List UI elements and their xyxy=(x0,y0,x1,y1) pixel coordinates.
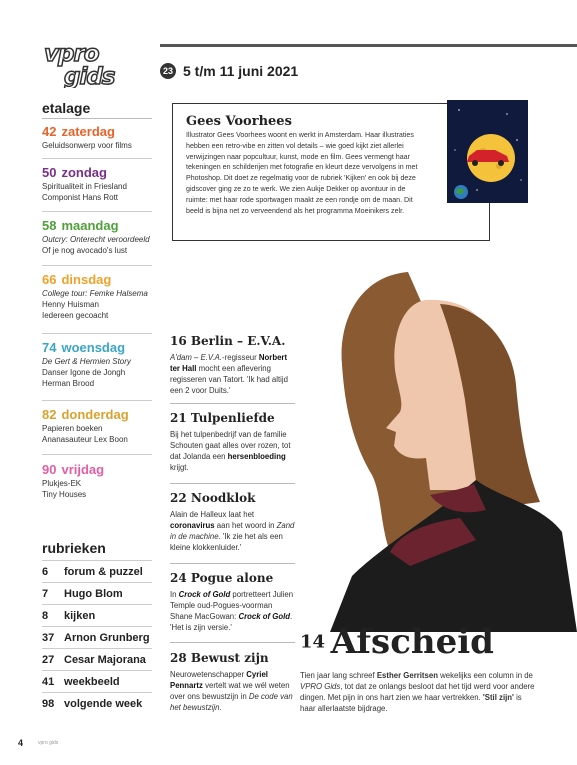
day-line: Of je nog avocado's lust xyxy=(42,246,128,255)
vpro-gids-logo xyxy=(42,40,140,88)
rubrieken-title: rubrieken xyxy=(42,540,106,556)
article-page: 16 xyxy=(170,334,187,348)
day-name: vrijdag xyxy=(61,462,105,477)
rubriek-arnon-grunberg[interactable] xyxy=(42,626,152,649)
day-name: zondag xyxy=(61,165,107,180)
article-text: Alain de Halleux laat het coronavirus aan het woord in Zand in de machine. 'Ik zie het als een kleine klokkenluider.' xyxy=(170,510,295,552)
day-line: Tiny Houses xyxy=(42,490,87,499)
issue-dates: 5 t/m 11 juni 2021 xyxy=(183,63,299,79)
day-heading xyxy=(42,165,162,181)
day-woensdag[interactable] xyxy=(42,340,162,389)
article-separator xyxy=(170,403,295,404)
afscheid-title: Afscheid xyxy=(330,622,494,662)
article-text: A'dam – E.V.A.-regisseur Norbert ter Hall mocht een aflevering regisseren van Tatort. 'Ik had altijd een 2 voor Duits.' xyxy=(170,353,288,395)
rubriek-page: 27 xyxy=(42,654,55,666)
day-heading xyxy=(42,462,162,478)
rubriek-page: 41 xyxy=(42,676,55,688)
article-pogue-alone[interactable] xyxy=(170,570,295,633)
day-page: 50 xyxy=(42,165,57,180)
day-zondag[interactable] xyxy=(42,165,162,203)
day-name: donderdag xyxy=(61,407,129,422)
day-line: Iedereen gecoacht xyxy=(42,311,109,320)
article-text: In Crock of Gold portretteert Julien Temple oud-Pogues-voorman Shane MacGowan: Crock of Gold. 'Het is zijn versie.' xyxy=(170,590,294,632)
day-donderdag[interactable] xyxy=(42,407,162,445)
rubriek-label: kijken xyxy=(64,610,96,622)
day-heading xyxy=(42,407,162,423)
day-separator xyxy=(42,400,152,401)
day-page: 66 xyxy=(42,272,57,287)
day-maandag[interactable] xyxy=(42,218,162,256)
afscheid-heading[interactable] xyxy=(300,622,494,662)
article-separator xyxy=(170,563,295,564)
article-heading xyxy=(170,490,295,506)
article-title: Pogue alone xyxy=(190,571,274,585)
article-page: 21 xyxy=(170,411,187,425)
day-name: maandag xyxy=(61,218,119,233)
day-separator xyxy=(42,265,152,266)
day-separator xyxy=(42,211,152,212)
day-line-italic: College tour: Femke Halsema xyxy=(42,289,148,298)
day-name: zaterdag xyxy=(61,124,115,139)
page-number: 4 xyxy=(18,738,24,748)
article-page: 24 xyxy=(170,571,187,585)
issue-number-badge: 23 xyxy=(160,63,176,79)
day-heading xyxy=(42,340,162,356)
article-bewust-zijn[interactable] xyxy=(170,650,295,713)
day-heading xyxy=(42,124,162,140)
article-title: Noodklok xyxy=(190,491,256,505)
day-name: dinsdag xyxy=(61,272,112,287)
rubriek-label: volgende week xyxy=(64,698,143,710)
day-separator xyxy=(42,333,152,334)
magazine-cover-image[interactable] xyxy=(447,100,528,203)
day-line xyxy=(42,234,162,245)
day-zaterdag[interactable] xyxy=(42,124,162,151)
day-line: Spiritualiteit in Friesland xyxy=(42,182,127,191)
rubriek-page: 8 xyxy=(42,610,49,622)
etalage-title: etalage xyxy=(42,100,91,116)
day-line: Geluidsonwerp voor films xyxy=(42,141,132,150)
rubriek-hugo-blom[interactable] xyxy=(42,582,152,605)
rubriek-label: Hugo Blom xyxy=(64,588,123,600)
day-heading xyxy=(42,272,162,288)
logo-line2: gids xyxy=(64,64,115,88)
article-heading xyxy=(170,410,295,426)
day-name: woensdag xyxy=(61,340,126,355)
rubriek-page: 98 xyxy=(42,698,55,710)
rubriek-label: Arnon Grunberg xyxy=(64,632,150,644)
day-line: Plukjes-EK xyxy=(42,479,82,488)
day-line-italic: De Gert & Hermien Story xyxy=(42,357,131,366)
day-page: 58 xyxy=(42,218,57,233)
rubriek-cesar-majorana[interactable] xyxy=(42,648,152,671)
rubriek-kijken[interactable] xyxy=(42,604,152,627)
afscheid-text: Tien jaar lang schreef Esther Gerritsen wekelijks een column in de VPRO Gids, tot dat ze onlangs besloot dat het tijd werd voor andere dingen. Met pijn in ons hart zien we haar vertrekken. 'Stil zijn' is haar allerlaatste bijdrage. xyxy=(300,671,535,713)
rubriek-page: 37 xyxy=(42,632,55,644)
etalage-rule xyxy=(42,118,152,119)
logo-line1: vpro xyxy=(44,41,99,67)
day-line: Papieren boeken xyxy=(42,424,103,433)
day-separator xyxy=(42,454,152,455)
feature-text: Illustrator Gees Voorhees woont en werkt in Amsterdam. Haar illustraties hebben een retro-vibe en zitten vol details – wie goed kijkt ziet allerlei verwijzingen naar popcultuur, kunst, mode en film. Gees vermengt haar tekeningen en schilderijen met fotografie en kleurt deze vervolgens in met Photoshop. Dit doet ze regelmatig voor de rubriek 'Kijken' en ook bij deze gidscover ging ze zo te werk. We zien Aukje Dekker op avontuur in de ruimte: met haar rode sportwagen maakt ze een rondje om de maan. Dit beeld is bijna net zo verveendend als het programma Moeinikers zelr. xyxy=(186,131,418,215)
day-line xyxy=(42,288,162,299)
article-noodklok[interactable] xyxy=(170,490,295,553)
portrait-photo[interactable] xyxy=(290,270,577,632)
rubriek-label: forum & puzzel xyxy=(64,566,143,578)
article-separator xyxy=(170,642,295,643)
rubriek-forum-puzzel[interactable] xyxy=(42,560,152,583)
article-heading xyxy=(170,333,295,349)
day-line: Componist Hans Rott xyxy=(42,193,119,202)
article-berlin-eva[interactable] xyxy=(170,333,295,396)
day-page: 74 xyxy=(42,340,57,355)
rubriek-label: weekbeeld xyxy=(64,676,120,688)
article-title: Bewust zijn xyxy=(190,651,269,665)
rubriek-page: 7 xyxy=(42,588,49,600)
rubriek-page: 6 xyxy=(42,566,49,578)
day-line: Henny Huisman xyxy=(42,300,99,309)
day-line xyxy=(42,356,162,367)
article-text: Neurowetenschapper Cyriel Pennartz vertelt wat we wél weten over ons bewustzijn in De code van het bewustzijn. xyxy=(170,670,293,712)
day-line: Herman Brood xyxy=(42,379,95,388)
day-page: 42 xyxy=(42,124,57,139)
day-heading xyxy=(42,218,162,234)
day-line: Ananasauteur Lex Boon xyxy=(42,435,128,444)
day-dinsdag[interactable] xyxy=(42,272,162,321)
article-separator xyxy=(170,483,295,484)
article-text: Bij het tulpenbedrijf van de familie Schouten gaat alles over rozen, tot dat Jolanda een hersenbloeding krijgt. xyxy=(170,430,291,472)
article-title: Tulpenliefde xyxy=(190,411,275,425)
day-separator xyxy=(42,158,152,159)
rubriek-volgende-week[interactable] xyxy=(42,692,152,715)
feature-title: Gees Voorhees xyxy=(186,114,292,129)
article-heading xyxy=(170,650,295,666)
day-page: 90 xyxy=(42,462,57,477)
day-vrijdag[interactable] xyxy=(42,462,162,500)
article-tulpenliefde[interactable] xyxy=(170,410,295,473)
header-rule xyxy=(160,44,577,47)
article-page: 22 xyxy=(170,491,187,505)
day-line: Danser Igone de Jongh xyxy=(42,368,126,377)
article-title: Berlin – E.V.A. xyxy=(190,334,286,348)
rubriek-weekbeeld[interactable] xyxy=(42,670,152,693)
article-heading xyxy=(170,570,295,586)
rubriek-label: Cesar Majorana xyxy=(64,654,146,666)
footer-mark: vpro gids xyxy=(38,740,59,746)
day-page: 82 xyxy=(42,407,57,422)
day-line-italic: Outcry: Onterecht veroordeeld xyxy=(42,235,150,244)
afscheid-page: 14 xyxy=(300,631,326,653)
article-page: 28 xyxy=(170,651,187,665)
